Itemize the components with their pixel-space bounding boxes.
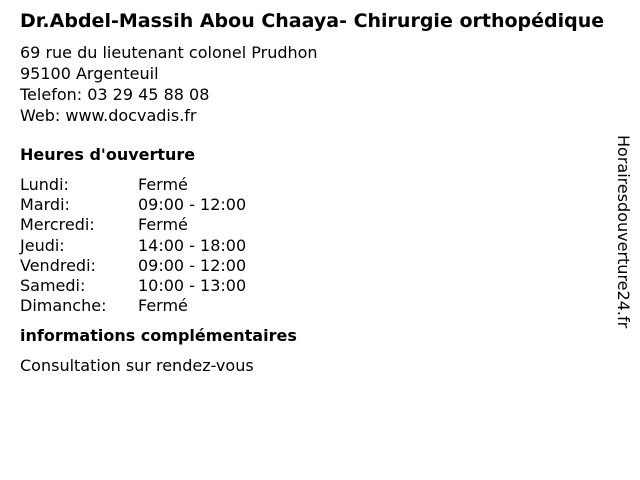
time-value: Fermé [138,215,188,235]
opening-hours-heading: Heures d'ouverture [20,145,196,164]
time-value: Fermé [138,175,188,194]
address-block [20,42,610,126]
hours-row-monday [20,175,610,195]
day-label: Lundi: [20,175,69,194]
hours-row-friday [20,256,610,276]
day-label: Samedi: [20,276,86,296]
opening-hours-list [20,175,610,316]
street-address: 69 rue du lieutenant colonel Prudhon [20,43,318,62]
hours-row-thursday [20,236,610,256]
hours-row-tuesday [20,195,610,215]
additional-info-text: Consultation sur rendez-vous [20,356,254,376]
time-value: 14:00 - 18:00 [138,235,247,255]
day-label: Dimanche: [20,296,107,316]
time-value: Fermé [138,296,188,316]
hours-row-saturday [20,276,610,296]
day-label: Vendredi: [20,255,96,275]
city-address: 95100 Argenteuil [20,64,159,83]
hours-row-sunday [20,296,610,316]
site-watermark: Horairesdouverture24.fr [614,135,633,329]
business-card [20,10,610,376]
time-value: 09:00 - 12:00 [138,195,247,215]
day-label: Mardi: [20,195,70,215]
day-label: Jeudi: [20,235,65,255]
day-label: Mercredi: [20,215,95,235]
hours-row-wednesday [20,215,610,235]
website-url: Web: www.docvadis.fr [20,106,197,125]
additional-info-heading: informations complémentaires [20,326,297,346]
time-value: 09:00 - 12:00 [138,255,247,275]
page-title: Dr.Abdel-Massih Abou Chaaya- Chirurgie orthopédique [20,10,605,32]
phone-number: Telefon: 03 29 45 88 08 [20,85,210,104]
time-value: 10:00 - 13:00 [138,276,247,296]
